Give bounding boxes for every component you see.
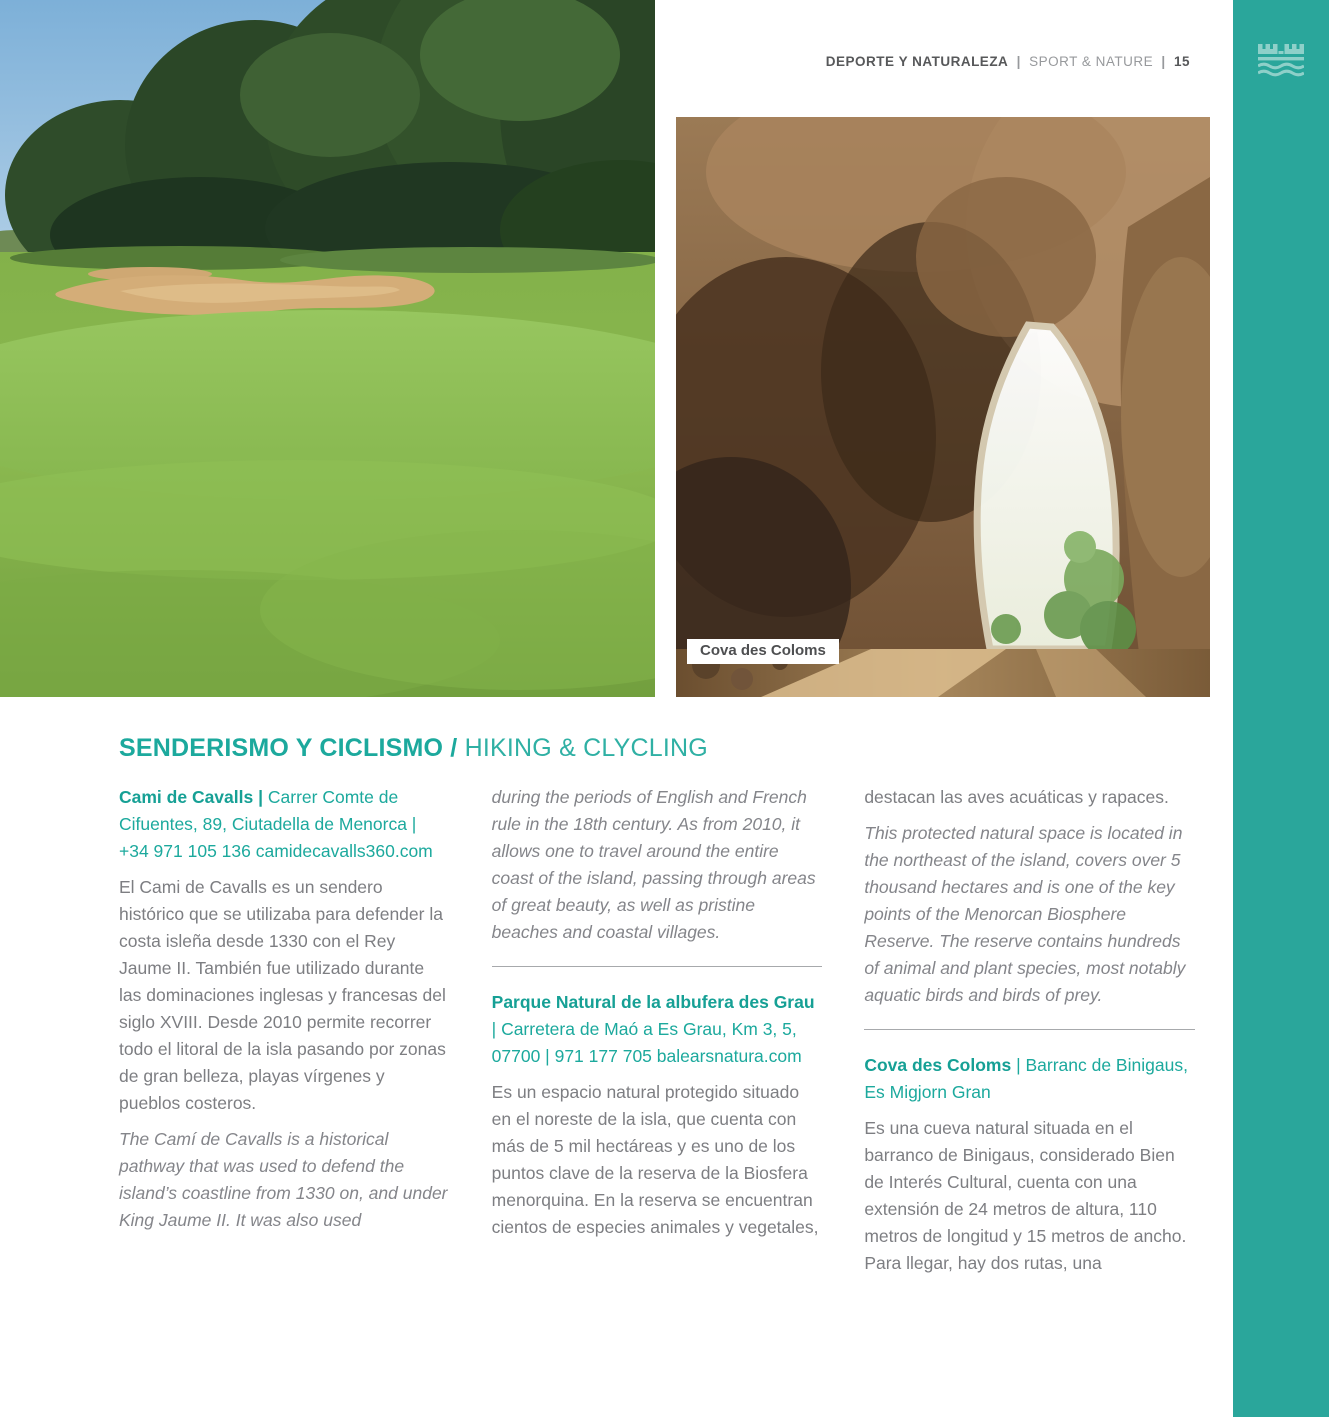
entry-cova-text-es: Es una cueva natural situada en el barranco de Binigaus, considerado Bien de Interés Cultural, cuenta con una extensión de 24 metros de altura, 110 metros de longitud y 15 metros de ancho. Para llegar, hay dos rutas, una	[864, 1118, 1187, 1273]
entry-cami-details: Carrer Comte de Cifuentes, 89, Ciutadella de Menorca | +34 971 105 136 camidecavalls360.com	[119, 787, 433, 861]
entry-cova-name: Cova des Coloms	[864, 1055, 1012, 1075]
header-section-es: DEPORTE Y NATURALEZA	[825, 54, 1009, 69]
entry-cami-text-en-part2: during the periods of English and French rule in the 18th century. As from 2010, it allows one to travel around the entire coast of the island, passing through areas of great beauty, as well as pristine beaches and coastal villages.	[491, 787, 816, 942]
entry-cova-heading	[864, 1052, 1195, 1106]
page-number: 15	[1173, 54, 1190, 69]
photo-caption: Cova des Coloms	[687, 639, 839, 664]
entry-albufera-details: | Carretera de Maó a Es Grau, Km 3, 5, 07700 | 971 177 705 balearsnatura.com	[491, 1019, 802, 1066]
castle-over-waves-icon	[1258, 44, 1304, 77]
entry-divider	[864, 1029, 1195, 1030]
column-3	[864, 784, 1195, 1286]
cave-photo-illustration	[676, 117, 1210, 697]
column-1	[119, 784, 450, 1286]
entry-cova-details: | Barranc de Binigaus, Es Migjorn Gran	[864, 1055, 1188, 1102]
golf-course-photo	[0, 0, 655, 697]
section-title-es: SENDERISMO Y CICLISMO /	[119, 734, 458, 762]
entry-divider	[492, 966, 823, 967]
entry-albufera-heading	[492, 989, 823, 1070]
article	[119, 733, 1195, 1286]
entry-cami-heading	[119, 784, 450, 865]
entry-albufera-text-en: This protected natural space is located in the northeast of the island, covers over 5 thousand hectares and is one of the key points of the Menorcan Biosphere Reserve. The reserve contains hundreds of animal and plant species, most notably aquatic birds and birds of prey.	[864, 823, 1186, 1005]
header-divider: |	[1161, 54, 1166, 69]
entry-cami-name: Cami de Cavalls |	[119, 787, 263, 807]
header-section-en: SPORT & NATURE	[1029, 54, 1154, 69]
sidebar-accent-bar	[1233, 0, 1329, 1417]
section-title-en: HIKING & CLYCLING	[464, 734, 708, 762]
entry-albufera-text-es-part1: Es un espacio natural protegido situado en el noreste de la isla, que cuenta con más de 5 mil hectáreas y es uno de los puntos clave de la reserva de la Biosfera menorquina. En la reserva se encuentran cientos de especies animales y vegetales,	[491, 1082, 819, 1237]
entry-cami-text-es: El Cami de Cavalls es un sendero histórico que se utilizaba para defender la costa isleña desde 1330 con el Rey Jaume II. También fue utilizado durante las dominaciones inglesas y francesas del siglo XVIII. Desde 2010 permite recorrer todo el litoral de la isla pasando por zonas de gran belleza, playas vírgenes y pueblos costeros.	[119, 877, 446, 1113]
article-columns	[119, 784, 1195, 1286]
entry-albufera-name: Parque Natural de la albufera des Grau	[491, 992, 815, 1012]
entry-cami-text-en-part1: The Camí de Cavalls is a historical pathway that was used to defend the island’s coastline from 1330 on, and under King Jaume II. It was also used	[119, 1129, 448, 1230]
golf-photo-illustration	[0, 0, 655, 697]
column-2	[492, 784, 823, 1286]
cave-photo	[676, 117, 1210, 697]
section-title	[119, 733, 1195, 763]
header-divider: |	[1016, 54, 1021, 69]
entry-albufera-text-es-part2: destacan las aves acuáticas y rapaces.	[864, 787, 1169, 807]
page-header	[826, 54, 1190, 69]
